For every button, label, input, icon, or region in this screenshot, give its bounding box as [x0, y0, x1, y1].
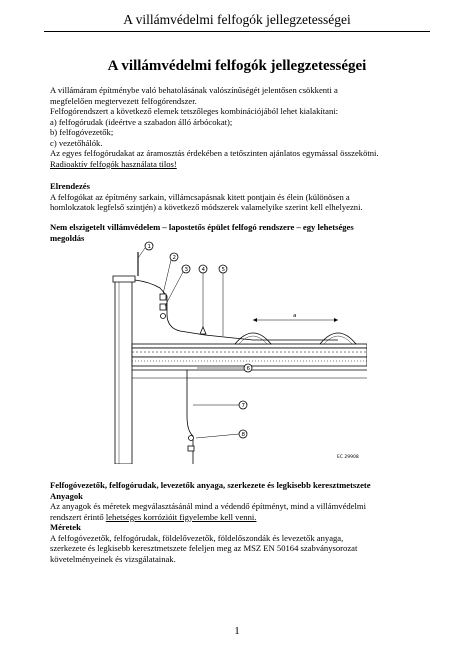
conductor-path [135, 280, 205, 335]
page-header [44, 12, 430, 32]
roof-slab [132, 348, 367, 357]
callout-2 [163, 253, 178, 294]
arrangement-line: homlokzatok legfelső szintjén) a következő módszerek valamelyike szerint kell elhelyezni. [50, 202, 363, 212]
materials-underlined: lehetséges korrózióit figyelembe kell venni. [105, 511, 257, 522]
coping [113, 276, 135, 282]
roof-conductor [205, 335, 338, 340]
callout-8 [196, 430, 247, 438]
svg-text:1: 1 [147, 244, 151, 250]
callout-3 [165, 265, 190, 306]
svg-text:6: 6 [246, 366, 250, 372]
callout-4 [199, 265, 207, 328]
roof-layer-top [132, 344, 367, 348]
test-joint [189, 436, 194, 441]
svg-text:2: 2 [172, 255, 176, 261]
arrangement-line: A felfogókat az építmény sarkain, villámcsapásnak kitett pontjain és élein (különösen a [50, 191, 350, 202]
arrangement-section [50, 181, 420, 213]
materials-section [50, 480, 420, 522]
dimensions-line: A felfogóvezetők, felfogórudak, földelővezetők, földelőszondák és levezetők anyaga, [50, 532, 344, 543]
materials-line-with-link [50, 512, 420, 523]
page-number: 1 [234, 625, 240, 637]
warning-text: Radioaktív felfogók használata tilos! [50, 158, 177, 169]
clip-2 [160, 304, 166, 310]
intro-line: Az egyes felfogórudakat az áramosztás érdekében a tetőszinten ajánlatos egymással összekötni. [50, 148, 379, 158]
clip-1 [160, 294, 166, 300]
header-title: A villámvédelmi felfogók jellegzetességei [123, 12, 351, 27]
svg-text:5: 5 [221, 267, 225, 273]
dimension-label: a [293, 313, 297, 319]
callout-5 [219, 265, 227, 336]
intro-section [50, 85, 420, 169]
intro-line: a) felfogórudak (ideértve a szabadon álló árbócokat); [50, 116, 233, 127]
svg-text:4: 4 [201, 267, 205, 273]
callout-7 [193, 401, 247, 409]
arrangement-heading: Elrendezés [50, 181, 90, 191]
clip-3 [161, 314, 166, 319]
callout-1 [138, 242, 153, 258]
materials-heading: Felfogóvezetők, felfogórudak, levezetők anyaga, szerkezete és legkisebb keresztmetszete [50, 480, 371, 490]
materials-line-start: rendszert érintő [50, 511, 106, 522]
intro-line: c) vezetőhálók. [50, 137, 103, 148]
svg-text:8: 8 [241, 432, 245, 438]
dimensions-line: követelményeinek és vizsgálatainak. [50, 553, 176, 564]
figure-caption-line: Nem elszigetelt villámvédelem – lapostetős épület felfogó rendszere – egy lehetséges [50, 222, 354, 232]
dimensions-line: szerkezete és legkisebb keresztmetszete feleljen meg az MSZ EN 50164 szabványsorozat [50, 543, 358, 553]
intro-line: Felfogórendszert a következő elemek tetszőleges kombinációjából lehet kialakítani: [50, 106, 339, 116]
svg-text:3: 3 [184, 267, 188, 273]
svg-text:7: 7 [241, 403, 245, 409]
down-clip [188, 446, 194, 451]
intro-line: b) felfogóvezetők; [50, 127, 114, 137]
lightning-protection-diagram [105, 236, 367, 464]
dimensions-section [50, 522, 420, 564]
intro-line: megfelelően megtervezett felfogórendszer. [50, 95, 197, 106]
intro-line: A villámáram építménybe való behatolásának valószínűségét jelentősen csökkenti a [50, 85, 338, 95]
materials-subheading: Anyagok [50, 490, 83, 501]
main-title: A villámvédelmi felfogók jellegzetességei [107, 58, 367, 74]
parapet-wall [115, 278, 132, 464]
materials-line: Az anyagok és méretek megválasztásánál mind a védendő építményt, mind a villámvédelmi [50, 501, 366, 511]
figure-caption-line: megoldás [50, 232, 85, 243]
figure-source-code: EC 29908 [337, 455, 359, 460]
roof-support [200, 327, 206, 334]
dimensions-heading: Méretek [50, 522, 81, 532]
